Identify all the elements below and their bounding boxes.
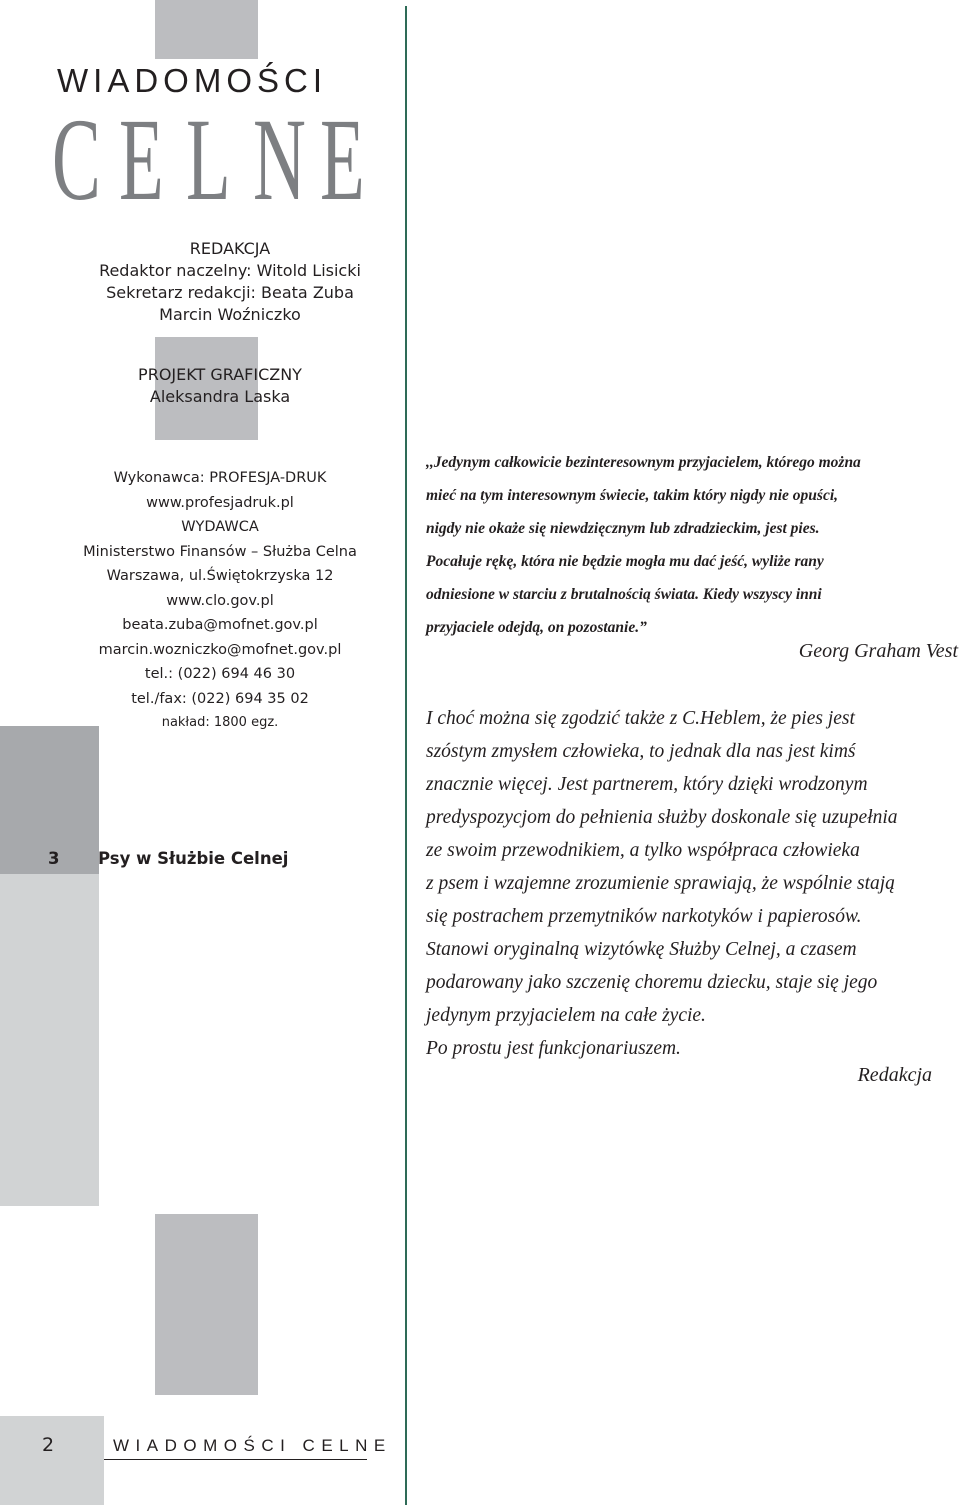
email-marcin[interactable]: marcin.wozniczko@mofnet.gov.pl xyxy=(98,641,342,658)
footer-gray-block xyxy=(0,1416,104,1505)
decorative-gray-block-bottom xyxy=(155,1214,258,1395)
masthead-letter: E xyxy=(119,100,164,220)
column-divider-line xyxy=(405,6,407,1505)
editor-in-chief: Redaktor naczelny: Witold Lisicki xyxy=(99,261,361,280)
body-line: znacznie więcej. Jest partnerem, który dzięki wrodzonym xyxy=(426,774,868,795)
masthead-letter: C xyxy=(52,100,101,220)
quote-block xyxy=(426,446,956,644)
editorial-text xyxy=(426,702,960,1065)
masthead-letter: L xyxy=(186,100,231,220)
editorial-secretary-2: Marcin Woźniczko xyxy=(159,305,301,324)
quote-author: Georg Graham Vest xyxy=(798,640,958,662)
page-number: 2 xyxy=(42,1434,55,1456)
graphic-design-heading: PROJEKT GRAFICZNY xyxy=(138,365,302,384)
body-line: podarowany jako szczenię choremu dziecku, staje się jego xyxy=(426,972,878,993)
footer-magazine-title: WIADOMOŚCI CELNE xyxy=(113,1436,392,1455)
body-line: predyspozycjom do pełnienia służby doskonale się uzupełnia xyxy=(426,807,898,828)
quote-line: ,,Jedynym całkowicie bezinteresownym przyjacielem, którego można xyxy=(426,454,861,471)
quote-line: przyjaciele odejdą, on pozostanie.” xyxy=(426,619,647,636)
body-line: ze swoim przewodnikiem, a tylko współpraca człowieka xyxy=(426,840,860,861)
editorial-secretary: Sekretarz redakcji: Beata Zuba xyxy=(106,283,354,302)
printer-line: Wykonawca: PROFESJA-DRUK xyxy=(113,470,327,486)
body-line: się postrachem przemytników narkotyków i papierosów. xyxy=(426,906,862,927)
body-line: z psem i wzajemne zrozumienie sprawiają, że wspólnie stają xyxy=(426,873,895,894)
masthead-celne xyxy=(52,100,372,220)
publisher-website[interactable]: www.clo.gov.pl xyxy=(166,592,274,609)
masthead-letter: E xyxy=(320,100,365,220)
graphic-designer-name: Aleksandra Laska xyxy=(149,387,291,406)
toc-article-title: Psy w Służbie Celnej xyxy=(98,849,289,868)
masthead-letter: N xyxy=(253,100,306,220)
editorial-signature: Redakcja xyxy=(857,1064,932,1086)
quote-line: nigdy nie okaże się niewdzięcznym lub zdradzieckim, jest pies. xyxy=(426,520,820,537)
publisher-info xyxy=(30,466,410,736)
footer-rule xyxy=(104,1459,367,1460)
editorial-heading: REDAKCJA xyxy=(189,239,271,258)
quote-line: mieć na tym interesownym świecie, takim który nigdy nie opuści, xyxy=(426,487,839,504)
printer-website[interactable]: www.profesjadruk.pl xyxy=(146,494,294,511)
phone-fax: tel./fax: (022) 694 35 02 xyxy=(131,690,309,707)
publisher-address: Warszawa, ul.Świętokrzyska 12 xyxy=(106,568,334,584)
quote-line: odniesione w starciu z brutalnością świata. Kiedy wszyscy inni xyxy=(426,586,822,603)
toc-page-number: 3 xyxy=(48,849,60,868)
editorial-staff xyxy=(40,238,420,326)
masthead-title: WIADOMOŚCI xyxy=(57,62,327,99)
print-run: nakład: 1800 egz. xyxy=(161,715,279,730)
decorative-gray-block-left-light xyxy=(0,874,99,1206)
publisher-heading: WYDAWCA xyxy=(181,519,259,535)
body-line: jedynym przyjacielem na całe życie. xyxy=(426,1005,706,1026)
body-line: Stanowi oryginalną wizytówkę Służby Celnej, a czasem xyxy=(426,939,857,960)
email-beata[interactable]: beata.zuba@mofnet.gov.pl xyxy=(122,617,318,633)
body-line: szóstym zmysłem człowieka, to jednak dla nas jest kimś xyxy=(426,741,856,762)
graphic-design-credit xyxy=(40,364,400,408)
publisher-name: Ministerstwo Finansów – Służba Celna xyxy=(83,543,357,560)
body-line: Po prostu jest funkcjonariuszem. xyxy=(426,1038,681,1059)
decorative-gray-block-top xyxy=(155,0,258,59)
phone: tel.: (022) 694 46 30 xyxy=(144,666,296,682)
quote-line: Pocałuje rękę, która nie będzie mogła mu dać jeść, wyliże rany xyxy=(426,553,824,570)
body-line: I choć można się zgodzić także z C.Heblem, że pies jest xyxy=(426,708,855,729)
